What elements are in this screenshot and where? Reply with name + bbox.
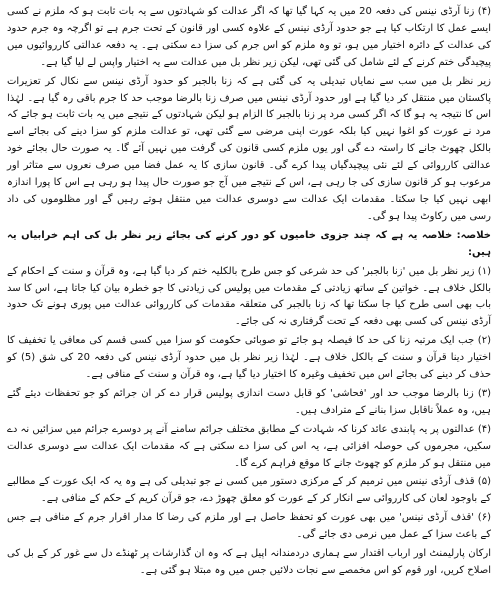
paragraph-point-5: (۵) قذف آرڈی نینس میں ترمیم کر کے مرکزی دستور میں کسی نے جو تبدیلی کی ہے وہ یہ کہ ایک عورت کے مطالبے کے باوجود لعان کی کارروائی سے انکار کر کے عورت کو معلق چھوڑ دے، جو قرآن کریم کے حکم کے منافی ہے۔ <box>7 476 491 505</box>
paragraph-summary-heading: خلاصہ: خلاصہ یہ ہے کہ چند جزوی خامیوں کو دور کرنے کی بجائے زیر نظر بل کی اہم خرابیاں یہ ہیں: <box>7 229 491 258</box>
paragraph-rape-transfer: زیر نظر بل میں سب سے نمایاں تبدیلی یہ کی گئی ہے کہ زنا بالجبر کو حدود آرڈی نینس سے نکال کر تعزیرات پاکستان میں منتقل کر دیا گیا ہے اور حدود آرڈی نینس میں صرف زنا بالرضا موجب حد کا جرم باقی رہ گیا ہے۔ لہٰذا اس کا نتیجہ یہ ہو گا کہ اگر کسی مرد پر زنا بالجبر کا الزام ہو لیکن شہادتوں کے نتیجے میں یہ بات ثابت ہو جائے کہ مرد نے عورت کو اغوا نہیں کیا بلکہ عورت اپنی مرضی سے گئی تھی، تو عدالت ملزم کو سزا دینے کی بجائے اسے بالکل چھوٹ جانے کا راستہ دے گی اور یوں ملزم کسی قانون کی گرفت میں نہیں آئے گا۔ یہ صورت حال بجائے خود عدالتی کارروائی کے لئے نئی پیچیدگیاں پیدا کرے گی۔ قانون سازی کا یہ عمل فضا میں صرف نعروں سے متاثر اور مرعوب ہو کر قانون سازی کی جا رہی ہے، اس کے نتیجے میں آج جو صورت حال پیدا ہو رہی ہے اس کا پورا اندازہ ابھی نہیں کیا جا سکتا۔ مقدمات ایک عدالت سے دوسری عدالت میں منتقل ہوتے رہیں گے اور مظلوموں کی داد رسی میں رکاوٹ پیدا ہو گی۔ <box>7 75 491 222</box>
paragraph-hudood-section-20: (۴) زنا آرڈی نینس کی دفعہ 20 میں یہ کہا گیا تھا کہ اگر عدالت کو شہادتوں سے یہ بات ثابت ہو کہ ملزم نے کسی ایسے عمل کا ارتکاب کیا ہے جو حدود آرڈی نینس کے علاوہ کسی اور قانون کے تحت جرم ہے تو اگرچہ وہ جرم حدود کی عدالت کے دائرہ اختیار میں ہو، تو وہ ملزم کو اس جرم کی سزا دے سکتی ہے۔ یہ دفعہ عدالتی کارروائیوں میں پیچیدگی ختم کرنے کے لئے شامل کی گئی تھی، لیکن زیر نظر بل میں عدالت سے یہ اختیار واپس لے لیا گیا ہے۔ <box>7 6 491 68</box>
paragraph-point-4: (۴) عدالتوں پر یہ پابندی عائد کرنا کہ شہادت کے مطابق مختلف جرائم سامنے آنے پر دوسرے جرائم میں سزائیں نہ دے سکیں، مجرموں کی حوصلہ افزائی ہے، یہ اس کی سزا دے سکتی ہے کہ مقدمات ایک عدالت سے دوسری عدالت میں منتقل ہو کر ملزم کو چھوٹ جانے کا موقع فراہم کرے گا۔ <box>7 423 491 469</box>
paragraph-point-3: (۳) زنا بالرضا موجب حد اور 'فحاشی' کو قابل دست اندازی پولیس قرار دے کر ان جرائم کو جو تحفظات دیئے گئے ہیں، وہ عملاً ناقابل سزا بنانے کے مترادف ہیں۔ <box>7 387 491 416</box>
paragraph-point-2: (۲) جب ایک مرتبہ زنا کی حد کا فیصلہ ہو جائے تو صوبائی حکومت کو سزا میں کسی قسم کی معافی یا تخفیف کا اختیار دینا قرآن و سنت کے بالکل خلاف ہے۔ لہٰذا زیر نظر بل میں حدود آرڈی نینس کی دفعہ 20 کی شق (5) کو حذف کر دینے کی بجائے اس میں تخفیف وغیرہ کا اختیار دیا گیا ہے، وہ قرآن و سنت کے منافی ہے۔ <box>7 335 491 381</box>
paragraph-point-6: (۶) 'قذف آرڈی نینس' میں بھی عورت کو تحفظ حاصل ہے اور ملزم کی رضا کا مدار اقرار جرم کے منافی ہے جس کے باعث سزا کے عمل میں نرمی دی جائے گی۔ <box>7 512 491 541</box>
paragraph-point-1: (۱) زیر نظر بل میں 'زنا بالجبر' کی حد شرعی کو جس طرح بالکلیہ ختم کر دیا گیا ہے، وہ قرآن و سنت کے احکام کے بالکل خلاف ہے۔ خواتین کے ساتھ زیادتی کے مقدمات میں پولیس کی زیادتی کا جو خطرہ بیان کیا جاتا ہے، اس کا سد باب بھی اسی طرح کیا جا سکتا تھا کہ زنا بالجبر کی متعلقہ مقدمات کی کارروائی عدالت میں پوری ہونے تک حدود آرڈی نینس کی کسی بھی دفعہ کے تحت گرفتاری نہ کی جائے۔ <box>7 265 491 328</box>
paragraph-closing-appeal: ارکان پارلیمنٹ اور ارباب اقتدار سے ہماری دردمندانہ اپیل ہے کہ وہ ان گذارشات پر ٹھنڈے دل سے غور کر کے بل کی اصلاح کریں، اور قوم کو اس مخمصے سے نجات دلائیں جس میں وہ مبتلا ہو گئی ہے۔ <box>7 548 491 576</box>
